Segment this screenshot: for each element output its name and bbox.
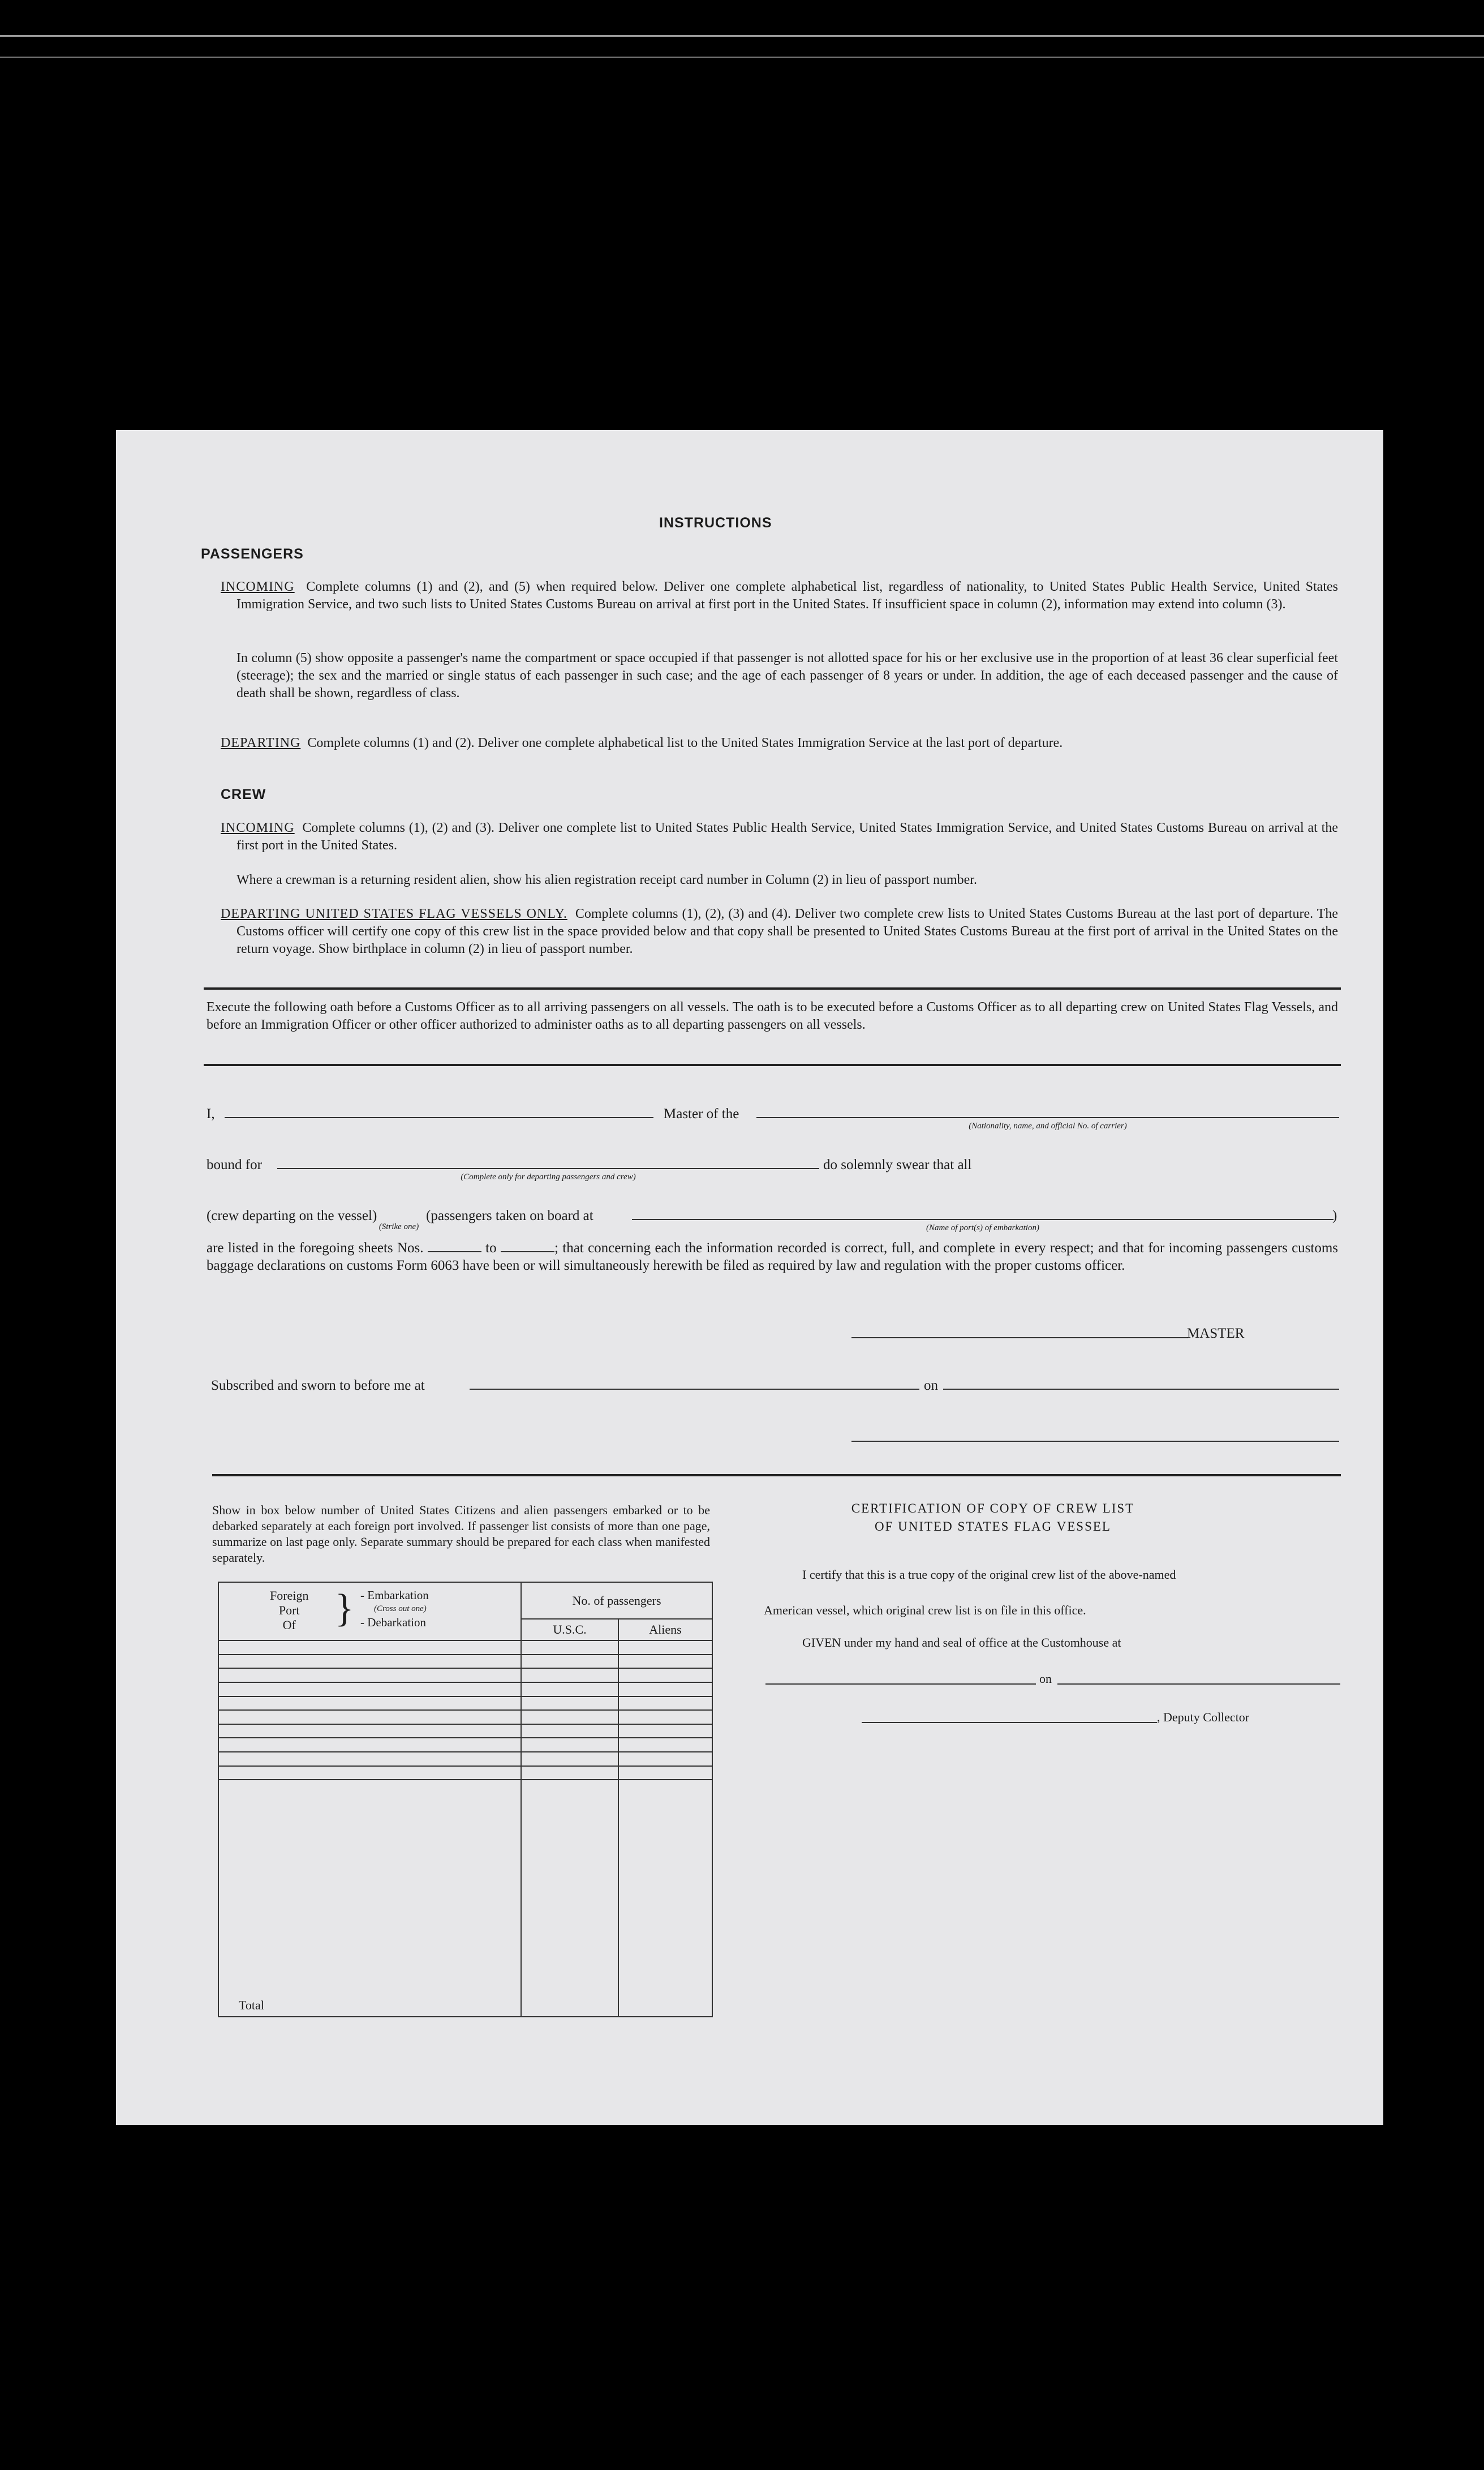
port-cell[interactable] <box>218 1696 521 1711</box>
listed-text-start: are listed in the foregoing sheets Nos. <box>207 1240 424 1256</box>
brace-glyph: } <box>335 1587 354 1630</box>
crew-incoming-instruction <box>221 819 1338 854</box>
deputy-collector-label: , Deputy Collector <box>1157 1710 1250 1724</box>
certification-on-label: on <box>1039 1672 1052 1686</box>
total-label: Total <box>218 1780 521 2017</box>
table-row <box>218 1640 712 1655</box>
table-row <box>218 1766 712 1780</box>
scan-border-line <box>0 57 1484 58</box>
port-cell[interactable] <box>218 1640 521 1655</box>
usc-cell[interactable] <box>521 1752 618 1766</box>
port-cell[interactable] <box>218 1655 521 1669</box>
table-row <box>218 1710 712 1724</box>
table-row <box>218 1682 712 1696</box>
aliens-cell[interactable] <box>618 1766 712 1780</box>
total-row <box>218 1780 712 2017</box>
port-cell[interactable] <box>218 1766 521 1780</box>
given-statement: GIVEN under my hand and seal of office at the Customhouse at <box>802 1635 1121 1649</box>
crew-heading: CREW <box>221 787 266 802</box>
master-label: MASTER <box>1187 1326 1245 1341</box>
passenger-summary-table <box>218 1582 713 2017</box>
aliens-cell[interactable] <box>618 1724 712 1738</box>
table-row <box>218 1696 712 1711</box>
aliens-cell[interactable] <box>618 1752 712 1766</box>
usc-cell[interactable] <box>521 1696 618 1711</box>
bound-for-caption: (Complete only for departing passengers and crew) <box>461 1172 636 1182</box>
table-row <box>218 1752 712 1766</box>
divider <box>212 1474 1341 1476</box>
passengers-incoming-text: Complete columns (1) and (2), and (5) when required below. Deliver one complete alphabetical list, regardless of nationality, to United States Public Health Service, United States Immigration Service, and two such lists to United States Customs Bureau on arrival at first port in the United States. If insufficient space in column (2), information may extend into column (3). <box>236 579 1338 612</box>
listed-to-label: to <box>485 1240 497 1256</box>
oath-intro: Execute the following oath before a Customs Officer as to all arriving passengers on all vessels. The oath is to be executed before a Customs Officer as to all departing crew on United States Flag Vessels, and before an Immigration Officer or other officer authorized to administer oaths as to all departing passengers on all vessels. <box>207 1000 1338 1032</box>
port-cell[interactable] <box>218 1752 521 1766</box>
carrier-caption: (Nationality, name, and official No. of carrier) <box>969 1122 1127 1131</box>
usc-cell[interactable] <box>521 1738 618 1752</box>
sworn-place-field[interactable] <box>470 1389 919 1390</box>
officer-signature-field[interactable] <box>851 1441 1339 1442</box>
aliens-header-cell: Aliens <box>618 1619 712 1640</box>
summary-caption: Show in box below number of United States Citizens and alien passengers embarked or to be debarked separately at each foreign port involved. If passenger list consists of more than one page, summarize on last page only. Separate summary should be prepared for each class when manifested separately. <box>212 1503 710 1565</box>
table-row <box>218 1668 712 1682</box>
port-cell[interactable] <box>218 1738 521 1752</box>
usc-cell[interactable] <box>521 1668 618 1682</box>
crew-departing-text: Complete columns (1), (2), (3) and (4). Deliver two complete crew lists to United States Customs Bureau at the last port of departure. The Customs officer will certify one copy of this crew list in the space provided below and that copy shall be presented to United States Customs Bureau at the first port of arrival in the United States on the return voyage. Show birthplace in column (2) in lieu of passport number. <box>236 907 1338 956</box>
sheet-to-field[interactable] <box>501 1251 554 1252</box>
passengers-header-cell: No. of passengers <box>521 1582 712 1619</box>
crew-departing-option[interactable]: (crew departing on the vessel) <box>207 1208 377 1223</box>
usc-cell[interactable] <box>521 1655 618 1669</box>
port-cell[interactable] <box>218 1682 521 1696</box>
master-signature-field[interactable] <box>851 1337 1188 1338</box>
deputy-signature-field[interactable] <box>862 1722 1157 1723</box>
divider <box>204 987 1341 990</box>
table-row <box>218 1724 712 1738</box>
usc-cell[interactable] <box>521 1640 618 1655</box>
passengers-taken-option[interactable]: (passengers taken on board at <box>426 1208 593 1223</box>
usc-cell[interactable] <box>521 1682 618 1696</box>
aliens-cell[interactable] <box>618 1668 712 1682</box>
swear-label: do solemnly swear that all <box>823 1157 972 1172</box>
aliens-cell[interactable] <box>618 1738 712 1752</box>
vessel-statement: American vessel, which original crew list is on file in this office. <box>764 1603 1086 1617</box>
port-cell[interactable] <box>218 1724 521 1738</box>
passengers-incoming-instruction <box>221 578 1338 613</box>
usc-cell[interactable] <box>521 1710 618 1724</box>
certification-place-field[interactable] <box>765 1683 1036 1685</box>
sheet-from-field[interactable] <box>428 1251 481 1252</box>
aliens-total-cell[interactable] <box>618 1780 712 2017</box>
aliens-cell[interactable] <box>618 1640 712 1655</box>
certification-title-line: OF UNITED STATES FLAG VESSEL <box>875 1519 1111 1533</box>
port-cell[interactable] <box>218 1668 521 1682</box>
port-header-label <box>270 1588 308 1633</box>
port-caption: (Name of port(s) of embarkation) <box>926 1223 1039 1232</box>
certification-title-line: CERTIFICATION OF COPY OF CREW LIST <box>851 1501 1135 1515</box>
passengers-incoming-label: INCOMING <box>221 579 295 594</box>
cross-out-note: (Cross out one) <box>374 1604 427 1613</box>
strike-caption: (Strike one) <box>378 1222 419 1231</box>
crew-incoming-label: INCOMING <box>221 821 295 835</box>
aliens-cell[interactable] <box>618 1682 712 1696</box>
sworn-on-label: on <box>924 1378 938 1393</box>
bound-for-label: bound for <box>207 1157 262 1172</box>
embark-debark-options <box>360 1588 429 1629</box>
aliens-cell[interactable] <box>618 1710 712 1724</box>
oath-i-label: I, <box>207 1106 215 1122</box>
debarkation-option[interactable]: - Debarkation <box>360 1616 427 1629</box>
sworn-date-field[interactable] <box>943 1389 1339 1390</box>
usc-cell[interactable] <box>521 1724 618 1738</box>
passengers-departing-instruction <box>221 734 1338 752</box>
close-paren: ) <box>1332 1208 1337 1223</box>
crew-departing-instruction <box>221 905 1338 958</box>
certification-date-field[interactable] <box>1057 1683 1340 1685</box>
aliens-cell[interactable] <box>618 1696 712 1711</box>
page-title: INSTRUCTIONS <box>659 515 772 531</box>
master-name-field[interactable] <box>225 1117 653 1118</box>
crew-resident-instruction: Where a crewman is a returning resident alien, show his alien registration receipt card number in Column (2) in lieu of passport number. <box>236 873 977 887</box>
port-header-cell <box>218 1582 521 1640</box>
carrier-field[interactable] <box>756 1117 1339 1118</box>
port-header-line: Of <box>282 1618 296 1632</box>
aliens-cell[interactable] <box>618 1655 712 1669</box>
divider <box>204 1064 1341 1066</box>
embarkation-port-field[interactable] <box>632 1219 1334 1220</box>
usc-total-cell[interactable] <box>521 1780 618 2017</box>
document-page <box>116 430 1383 2125</box>
usc-cell[interactable] <box>521 1766 618 1780</box>
passengers-column5-instruction: In column (5) show opposite a passenger's name the compartment or space occupied if that passenger is not allotted space for his or her exclusive use in the proportion of at least 36 clear superficial feet (steerage); the sex and the married or single status of each passenger in such case; and the age of each passenger of 8 years or under. In addition, the age of each deceased passenger and the cause of death shall be shown, regardless of class. <box>236 651 1338 701</box>
passengers-heading: PASSENGERS <box>201 546 304 562</box>
scan-border-line <box>0 35 1484 37</box>
port-header-line: Port <box>278 1603 300 1617</box>
passengers-departing-label: DEPARTING <box>221 736 301 750</box>
subscribed-label: Subscribed and sworn to before me at <box>211 1378 425 1393</box>
usc-header-cell: U.S.C. <box>521 1619 618 1640</box>
passengers-departing-text: Complete columns (1) and (2). Deliver one complete alphabetical list to the United States Immigration Service at the last port of departure. <box>307 736 1063 750</box>
table-row <box>218 1655 712 1669</box>
certify-statement: I certify that this is a true copy of the original crew list of the above-named <box>802 1567 1176 1582</box>
listed-text-end: ; that concerning each the information recorded is correct, full, and complete in every respect; and that for incoming passengers customs baggage declarations on customs Form 6063 have been or will simultaneously herewith be filed as required by law and regulation with the proper customs officer. <box>207 1240 1339 1273</box>
port-cell[interactable] <box>218 1710 521 1724</box>
port-header-line: Foreign <box>270 1588 309 1603</box>
master-of-label: Master of the <box>664 1106 739 1122</box>
table-row <box>218 1738 712 1752</box>
crew-incoming-text: Complete columns (1), (2) and (3). Deliver one complete list to United States Public Health Service, United States Immigration Service, and United States Customs Bureau on arrival at the first port in the United States. <box>236 821 1339 853</box>
bound-for-field[interactable] <box>277 1168 819 1169</box>
crew-departing-label: DEPARTING UNITED STATES FLAG VESSELS ONLY. <box>221 907 567 921</box>
oath-listed-statement <box>207 1239 1338 1274</box>
certification-title <box>789 1500 1197 1536</box>
embarkation-option[interactable]: - Embarkation <box>360 1588 429 1602</box>
